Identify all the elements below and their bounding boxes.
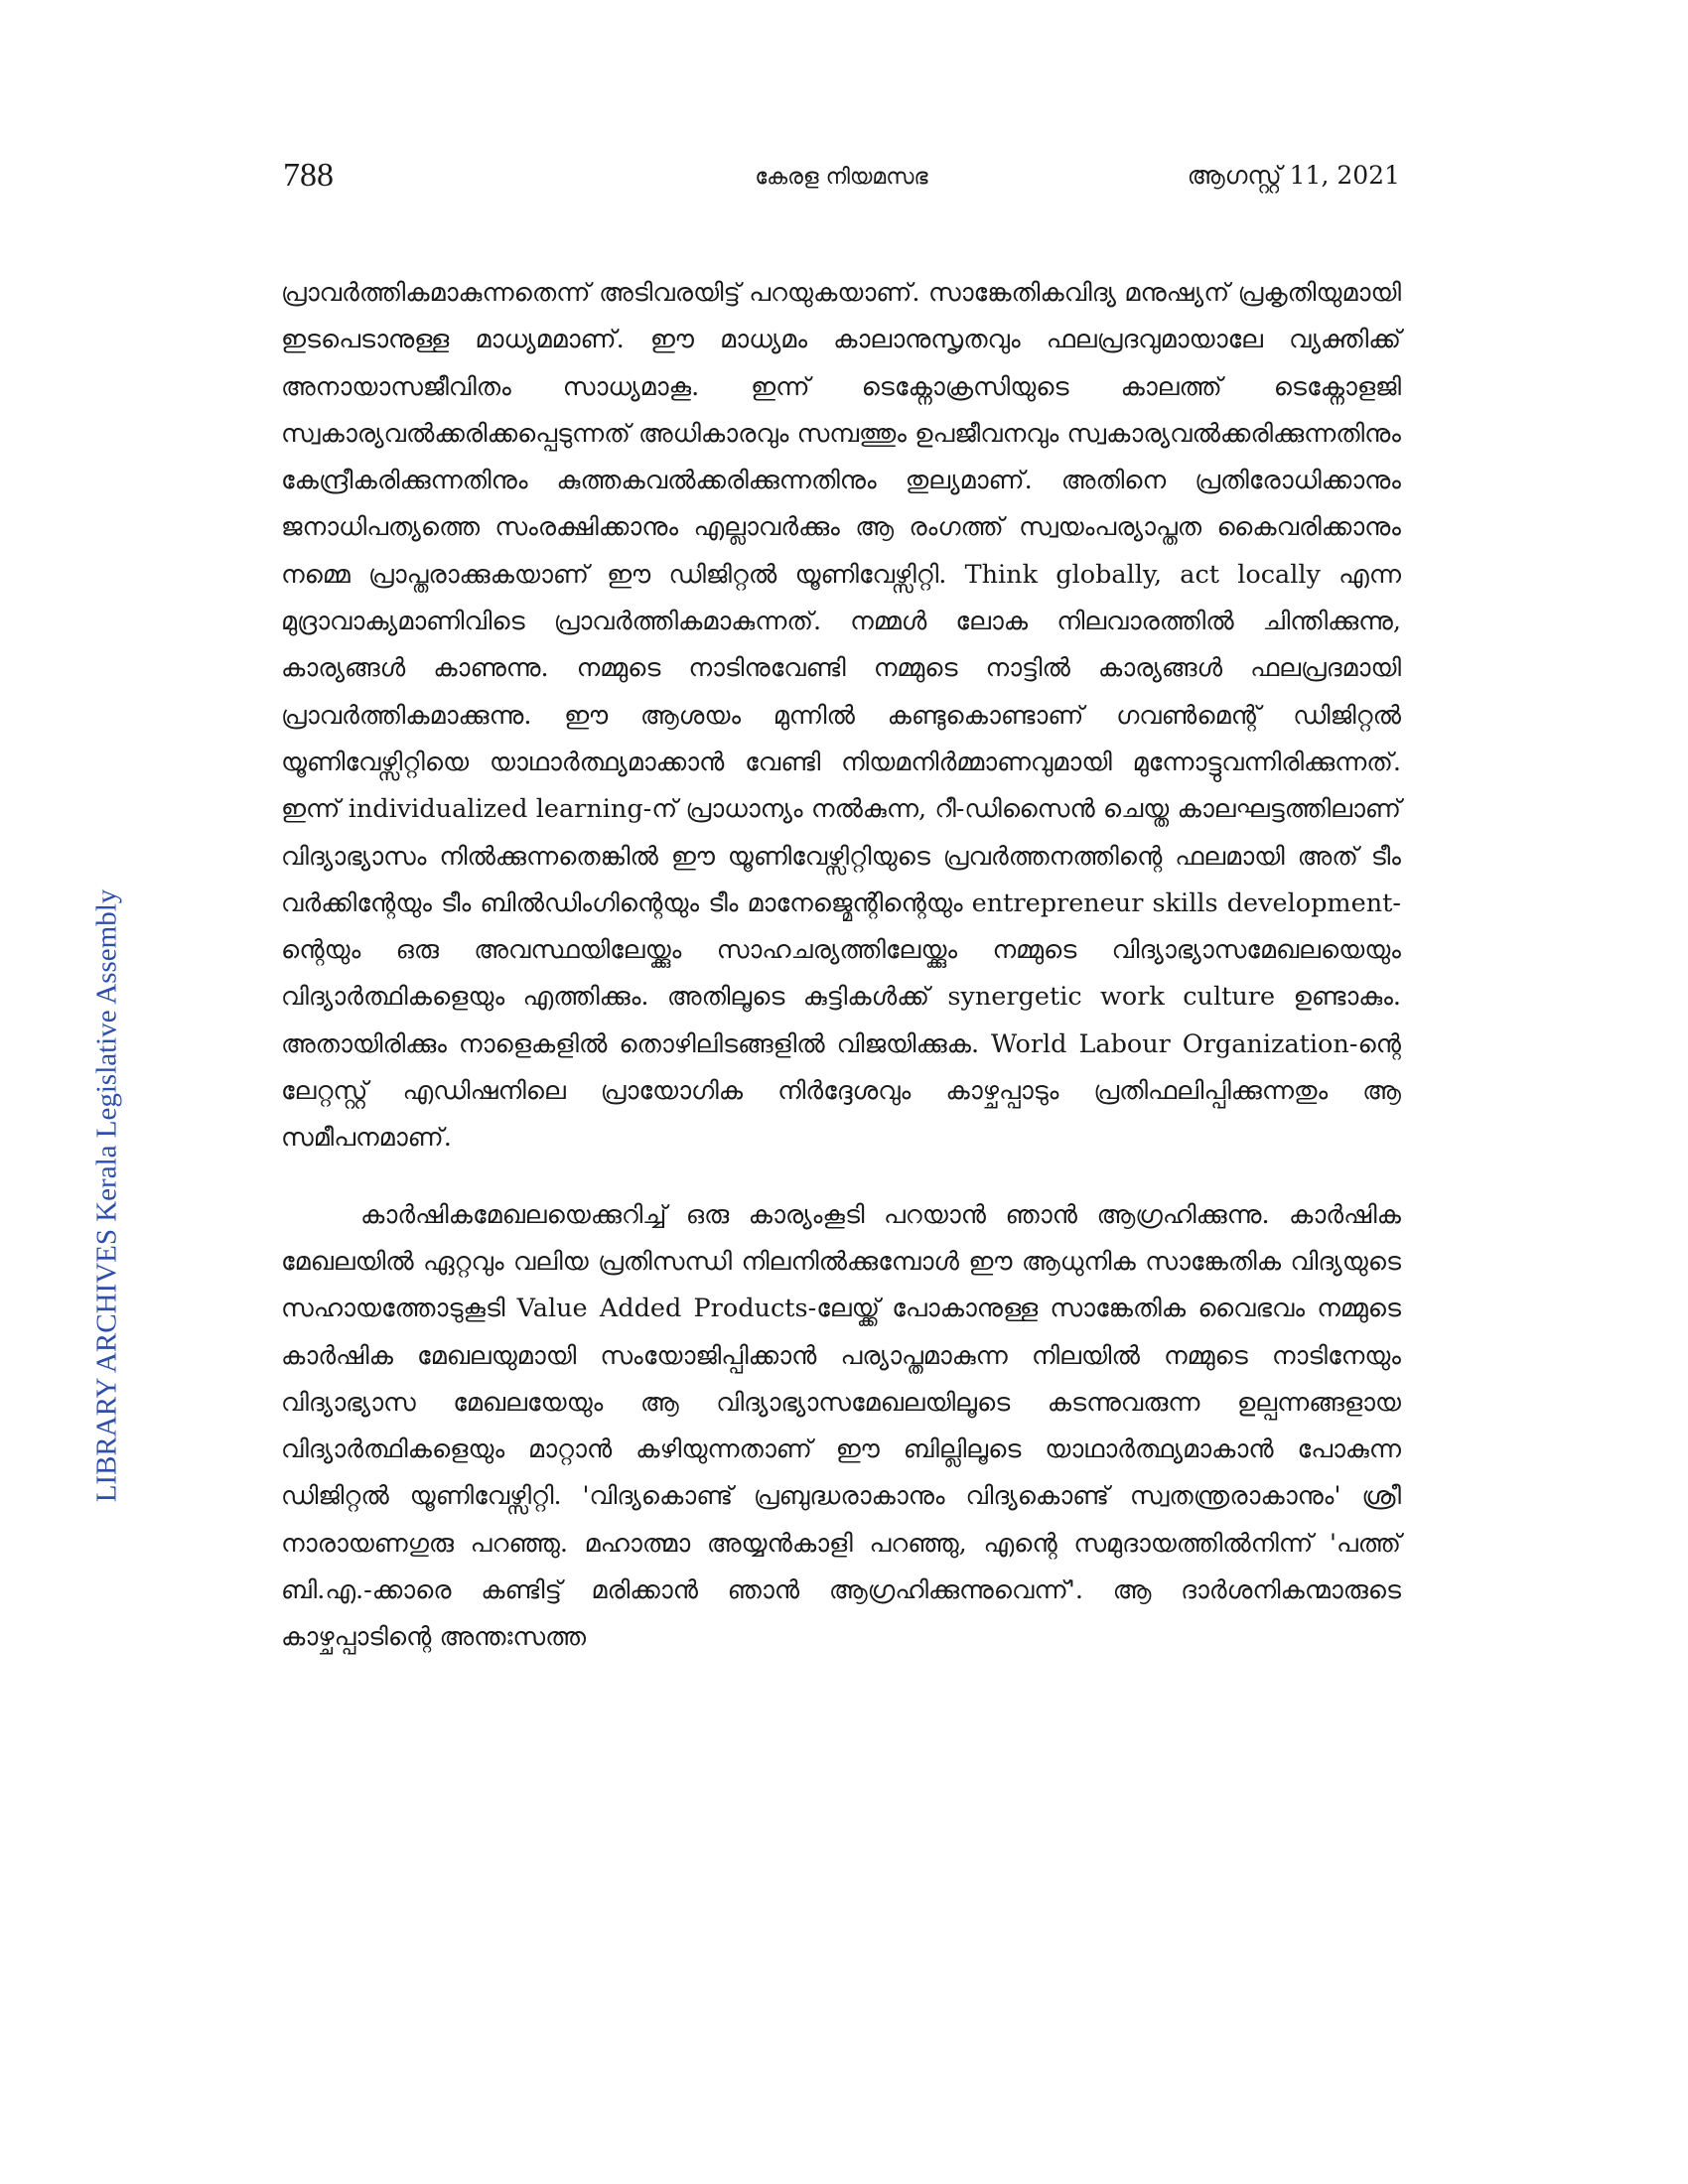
paragraph-1: പ്രാവർത്തികമാകുന്നതെന്ന് അടിവരയിട്ട് പറയുകയാണ്. സാങ്കേതികവിദ്യ മനുഷ്യന് പ്രകൃതിയുമായി ഇടപെടാനുള്ള മാധ്യമമാണ്. ഈ മാധ്യമം കാലാനുസൃതവും ഫലപ്രദവുമായാലേ വ്യക്തിക്ക് അനായാസജീവിതം സാധ്യമാകൂ. ഇന്ന് ടെക്നോക്രസിയുടെ കാലത്ത് ടെക്നോളജി സ്വകാര്യവൽക്കരിക്കപ്പെടുന്നത് അധികാരവും സമ്പത്തും ഉപജീവനവും സ്വകാര്യവൽക്കരിക്കുന്നതിനും കേന്ദ്രീകരിക്കുന്നതിനും കുത്തകവൽക്കരിക്കുന്നതിനും തുല്യമാണ്. അതിനെ പ്രതിരോധിക്കാനും ജനാധിപത്യത്തെ സംരക്ഷിക്കാനും എല്ലാവർക്കും ആ രംഗത്ത് സ്വയംപര്യാപ്തത കൈവരിക്കാനും നമ്മെ പ്രാപ്തരാക്കുകയാണ് ഈ ഡിജിറ്റൽ യൂണിവേഴ്സിറ്റി. Think globally, act locally എന്ന മുദ്രാവാക്യമാണിവിടെ പ്രാവർത്തികമാകുന്നത്. നമ്മൾ ലോക നിലവാരത്തിൽ ചിന്തിക്കുന്നു, കാര്യങ്ങൾ കാണുന്നു. നമ്മുടെ നാടിനുവേണ്ടി നമ്മുടെ നാട്ടിൽ കാര്യങ്ങൾ ഫലപ്രദമായി പ്രാവർത്തികമാക്കുന്നു. ഈ ആശയം മുന്നിൽ കണ്ടുകൊണ്ടാണ് ഗവൺമെന്റ് ഡിജിറ്റൽ യൂണിവേഴ്സിറ്റിയെ യാഥാർത്ഥ്യമാക്കാൻ വേണ്ടി നിയമനിർമ്മാണവുമായി മുന്നോട്ടുവന്നിരിക്കുന്നത്. ഇന്ന് individualized learning-ന് പ്രാധാന്യം നൽകുന്ന, റീ-ഡിസൈൻ ചെയ്ത കാലഘട്ടത്തിലാണ് വിദ്യാഭ്യാസം നിൽക്കുന്നതെങ്കിൽ ഈ യൂണിവേഴ്സിറ്റിയുടെ പ്രവർത്തനത്തിന്റെ ഫലമായി അത് ടീം വർക്കിന്റേയും ടീം ബിൽഡിംഗിന്റെയും ടീം മാനേജ്മെന്റിന്റെയും entrepreneur skills development-ന്റെയും ഒരു അവസ്ഥയിലേയ്ക്കും സാഹചര്യത്തിലേയ്ക്കും നമ്മുടെ വിദ്യാഭ്യാസമേഖലയെയും വിദ്യാർത്ഥികളെയും എത്തിക്കും. അതിലൂടെ കുട്ടികൾക്ക് synergetic work culture ഉണ്ടാകും. അതായിരിക്കും നാളെകളിൽ തൊഴിലിടങ്ങളിൽ വിജയിക്കുക. World Labour Organization-ന്റെ ലേറ്റസ്റ്റ് എഡിഷനിലെ പ്രായോഗിക നിർദ്ദേശവും കാഴ്ചപ്പാടും പ്രതിഫലിപ്പിക്കുന്നതും ആ സമീപനമാണ്. [281,278,1401,1154]
page-number: 788 [283,157,334,194]
page-heading: കേരള നിയമസഭ [755,165,928,190]
library-archives-stamp: LIBRARY ARCHIVES Kerala Legislative Assembly [90,888,123,1503]
body-text [281,270,1401,1662]
page-header [283,157,1400,206]
paragraph-2: കാർഷികമേഖലയെക്കുറിച്ച് ഒരു കാര്യംകൂടി പറയാൻ ഞാൻ ആഗ്രഹിക്കുന്നു. കാർഷിക മേഖലയിൽ ഏറ്റവും വലിയ പ്രതിസന്ധി നിലനിൽക്കുമ്പോൾ ഈ ആധുനിക സാങ്കേതിക വിദ്യയുടെ സഹായത്തോടുകൂടി Value Added Products-ലേയ്ക്ക് പോകാനുള്ള സാങ്കേതിക വൈഭവം നമ്മുടെ കാർഷിക മേഖലയുമായി സംയോജിപ്പിക്കാൻ പര്യാപ്തമാകുന്ന നിലയിൽ നമ്മുടെ നാടിനേയും വിദ്യാഭ്യാസ മേഖലയേയും ആ വിദ്യാഭ്യാസമേഖലയിലൂടെ കടന്നുവരുന്ന ഉല്പന്നങ്ങളായ വിദ്യാർത്ഥികളെയും മാറ്റാൻ കഴിയുന്നതാണ് ഈ ബില്ലിലൂടെ യാഥാർത്ഥ്യമാകാൻ പോകുന്ന ഡിജിറ്റൽ യൂണിവേഴ്സിറ്റി. 'വിദ്യകൊണ്ട് പ്രബുദ്ധരാകാനും വിദ്യകൊണ്ട് സ്വതന്ത്രരാകാനും' ശ്രീ നാരായണഗുരു പറഞ്ഞു. മഹാത്മാ അയ്യൻകാളി പറഞ്ഞു, എന്റെ സമുദായത്തിൽനിന്ന് 'പത്ത് ബി.എ.-ക്കാരെ കണ്ടിട്ട് മരിക്കാൻ ഞാൻ ആഗ്രഹിക്കുന്നുവെന്ന്'. ആ ദാർശനികന്മാരുടെ കാഴ്ചപ്പാടിന്റെ അന്തഃസത്ത [281,1199,1401,1653]
page-date: ആഗസ്റ്റ് 11, 2021 [1187,161,1400,190]
